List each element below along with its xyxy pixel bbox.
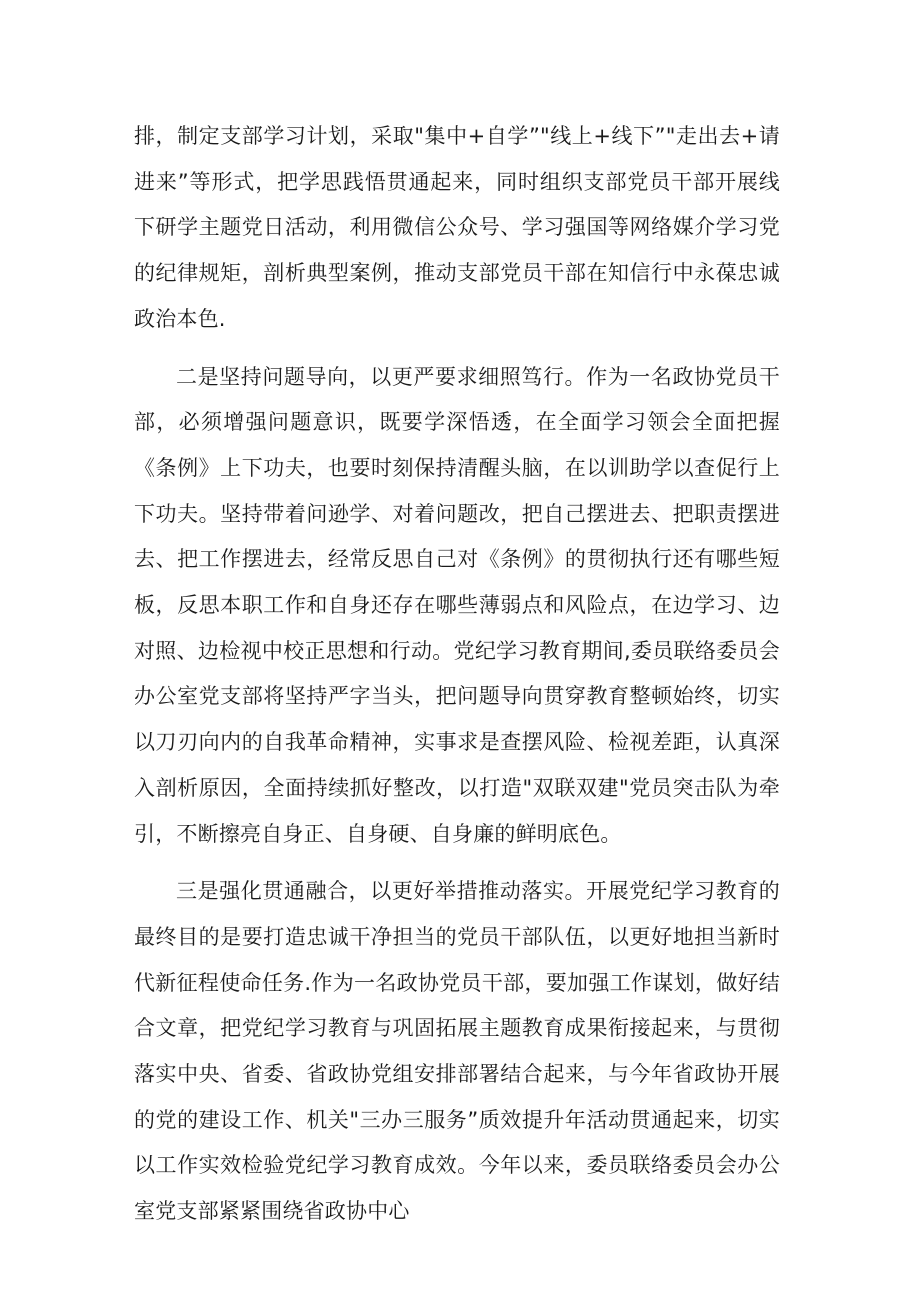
paragraph-problem-orientation: 二是坚持问题导向，以更严要求细照笃行。作为一名政协党员干部，必须增强问题意识，既要学深悟透，在全面学习领会全面把握《条例》上下功夫，也要时刻保持清醒头脑，在以训助学以查促行上下功夫。坚持带着问逊学、对着问题改，把自己摆进去、把职责摆进去、把工作摆进去，经常反思自己对《条例》的贯彻执行还有哪些短板，反思本职工作和自身还存在哪些薄弱点和风险点，在边学习、边对照、边检视中校正思想和行动。党纪学习教育期间,委员联络委员会办公室党支部将坚持严字当头，把问题导向贯穿教育整顿始终，切实以刀刃向内的自我革命精神，实事求是查摆风险、检视差距，认真深入剖析原因，全面持续抓好整改，以打造"双联双建"党员突击队为牵引，不断擦亮自身正、自身硬、自身廉的鲜明底色。 bbox=[134, 364, 780, 846]
paragraph-continuation: 排，制定支部学习计划，采取"集中+自学”"线上+线下”"走出去+请进来”等形式，把学思践悟贯通起来，同时组织支部党员干部开展线下研学主题党日活动，利用微信公众号、学习强国等网络媒介学习党的纪律规矩，剖析典型案例，推动支部党员干部在知信行中永葆忠诚政治本色. bbox=[134, 124, 780, 331]
document-body bbox=[134, 114, 780, 1235]
paragraph-integration: 三是强化贯通融合，以更好举措推动落实。开展党纪学习教育的最终目的是要打造忠诚干净担当的党员干部队伍，以更好地担当新时代新征程使命任务.作为一名政协党员干部，要加强工作谋划，做好结合文章，把党纪学习教育与巩固拓展主题教育成果衔接起来，与贯彻落实中央、省委、省政协党组安排部署结合起来，与今年省政协开展的党的建设工作、机关"三办三服务”质效提升年活动贯通起来，切实以工作实效检验党纪学习教育成效。今年以来，委员联络委员会办公室党支部紧紧围绕省政协中心 bbox=[134, 879, 780, 1224]
